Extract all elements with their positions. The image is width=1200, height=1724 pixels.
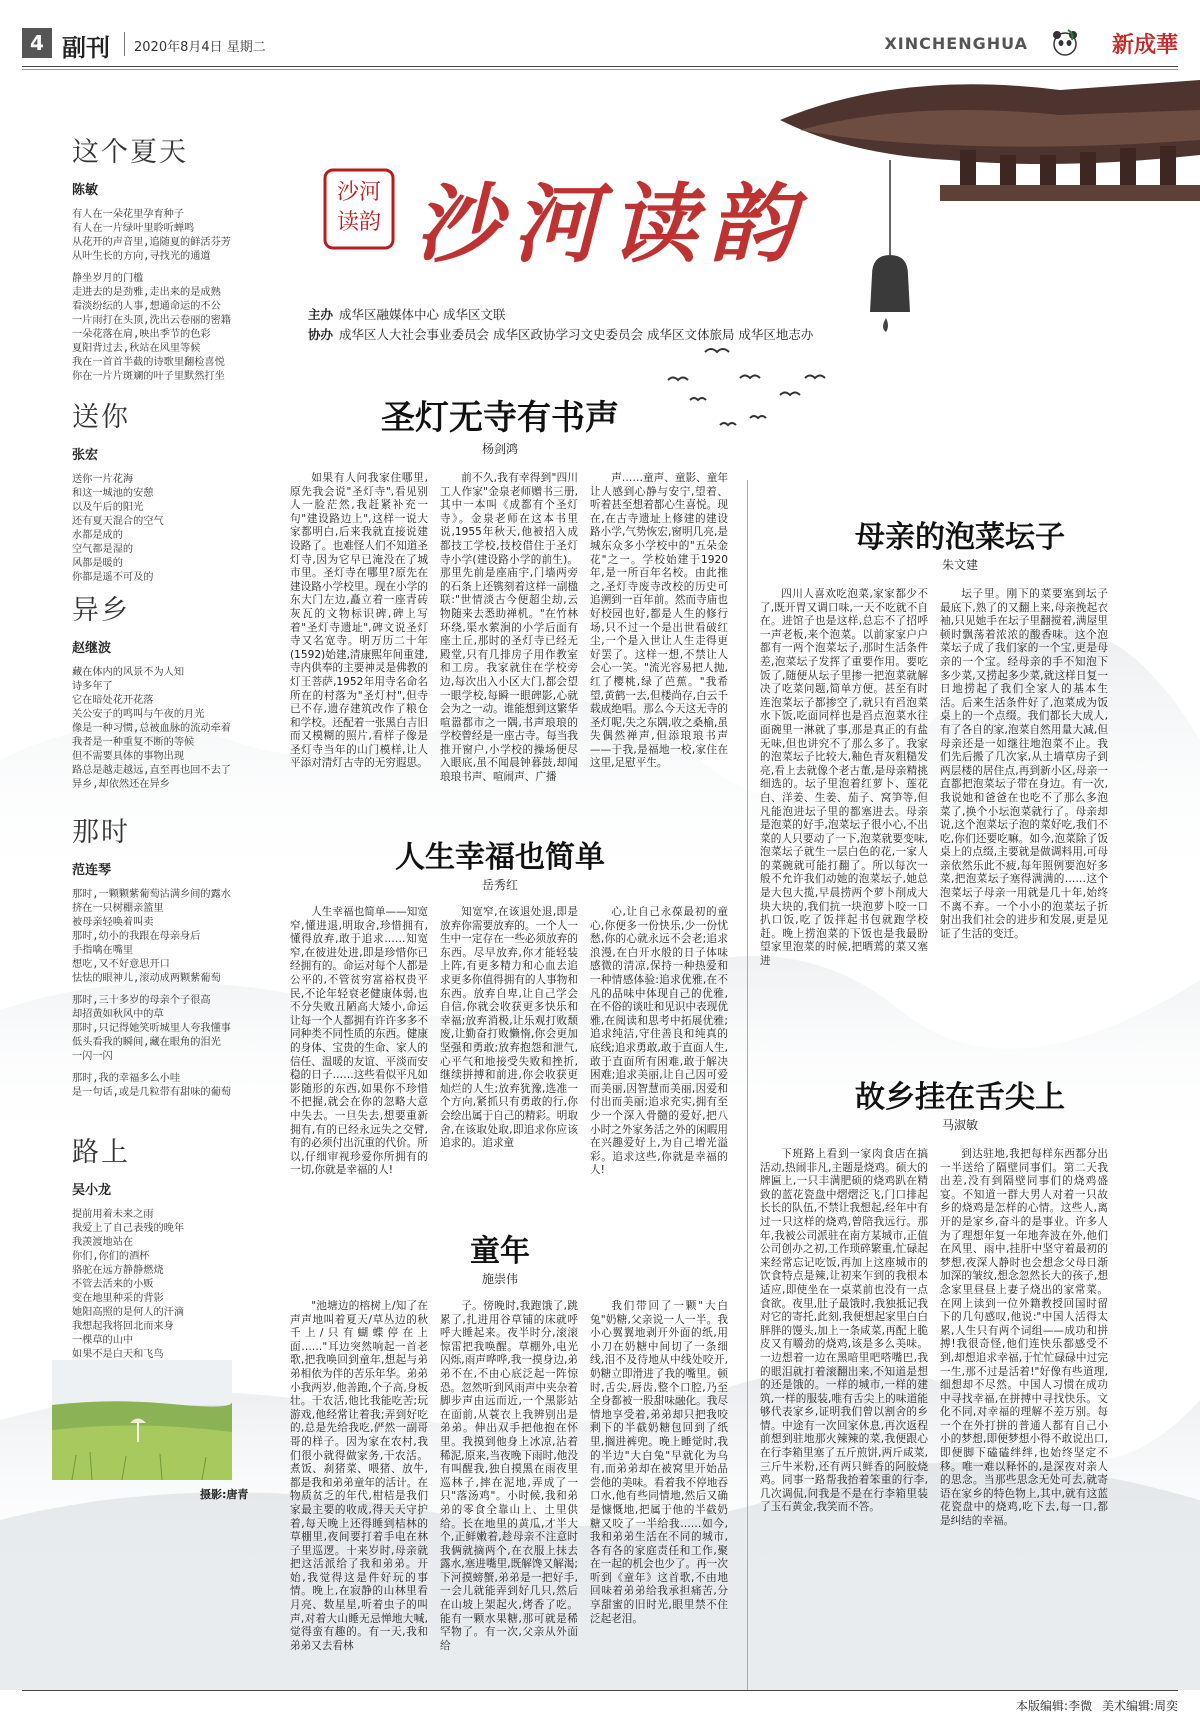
poem-line: 你都是遥不可及的	[72, 572, 154, 583]
poem-line: 我想起我将回北而来身	[72, 1321, 174, 1332]
poem-line: 静坐岁月的门槛	[72, 273, 144, 284]
article-column	[760, 1148, 928, 1676]
column-text: 声……童声、童影、童年让人感到心静与安宁,望着、听着甚至想着都心生喜悦。现在,在古寺遗址上修建的建设路小学,气势恢宏,窗明几亮,是城东众多小学校中的"五朵金花"之一。学校始建于1920年,是一所百年名校。由此推之,圣灯寺废寺改校的历史可追溯到一百年前。然而寺庙也好校园也好,都是人生的修行场,只不过一个是出世看破红尘,一个是入世让人生走得更好罢了。这样一想,不禁让人会心一笑。"流光容易把人抛,红了樱桃,绿了芭蕉。"我希望,黄鹤一去,但楼尚存,白云千载成绝唱。那么今天这无寺的圣灯呢,失之东隅,收之桑榆,虽失偶然禅声,但添琅琅书声——于我,是福地一校,家住在这里,足慰平生。	[590, 472, 728, 770]
issue-date: 2020年8月4日 星期二	[134, 40, 266, 55]
column-text: 到达驻地,我把每样东西都分出一半送给了隔壁同事们。第二天我出差,没有到隔壁同事们的烧鸡盛宴。不知道一群大男人对着一只故乡的烧鸡是怎样的心情。这些人,离开的是家乡,奋斗的是事业。许多人为了理想年复一年地奔波在外,他们在风里、雨中,挂肝中坚守着最初的梦想,夜深人静时也会想念父母日渐加深的皱纹,想念忽然长大的孩子,想念家里昼昼上妻子烧出的家常菜。在网上读到一位外籍教授回国时留下的几句感叹,他说:"中国人活得太累,人生只有两个词组——成功和拼搏!我很奇怪,他们连快乐都感受不到,却想追求幸福,于忙忙碌碌中过完一生,那不过是活着!"好像有些道理,细想却不尽然。中国人习惯在成功中寻找幸福,在拼搏中寻找快乐。文化不同,对幸福的理解不差万别。每一个在外打拼的普通人都有自己小小的梦想,即便梦想小得不敢说出口,即便脚下磕磕绊绊,也始终坚定不移。唯一难以释怀的,是深夜对亲人的思念。当那些思念无处可去,就寄语在家乡的特色物上,其中,就有这蓝花瓷盘中的烧鸡,吃下去,每一口,都是纠结的幸福。	[940, 1148, 1108, 1528]
brand-latin: XINCHENGHUA	[884, 34, 1028, 53]
page-number: 4	[22, 28, 52, 58]
poem-line: 想吃,又不好意思开口	[72, 959, 170, 970]
article-column	[940, 588, 1108, 1040]
poem-line: 走进去的是劲雅,走出来的是成熟	[72, 287, 221, 298]
poem-line: 提前用着未来之雨	[72, 1209, 154, 1220]
article-column	[440, 472, 578, 798]
seal-text: 沙河读韵	[336, 180, 381, 235]
column-text: 我们带回了一颗"大白兔"奶糖,父亲说一人一半。我小心翼翼地剥开外面的纸,用小刀在奶糖中间切了一条细线,泪不及待地从中线处咬开,奶糖立即滑进了我的嘴里。顿时,舌尖,唇齿,整个口腔,乃至全身都被一股甜味融化。我尽情地享受着,弟弟却只把我咬剩下的半截奶糖包回到了纸里,搁进裤兜。晚上睡觉时,我的半边"大白兔"早就化为乌有,而弟弟却在被窝里开始品尝他的美味。看着我不停地吞口水,他有些同情地,然后又确是慷慨地,把属于他的半截奶糖又咬了一半给我……如今,我和弟弟生活在不同的城市,各有各的家庭责任和工作,聚在一起的机会也少了。再一次听到《童年》这首歌,不由地回味着弟弟给我承担痛苦,分享甜蜜的旧时光,眼里禁不住泛起老泪。	[590, 1300, 728, 1625]
column-text: 前不久,我有幸得到"四川工人作家"金泉老师赠书三册,其中一本叫《成都有个圣灯寺》。金泉老师在这本书里说,1955年秋天,他被招入成都技工学校,技校借住于圣灯寺小学(建设路小学的前生)。那里先前是座庙宇,门墙两旁的石条上还镌刻着这样一副楹联:"世情淡古今便超尘劫,云物随来去悉助禅机。"在竹林环绕,渠水萦涧的小学后面有座土丘,那时的圣灯寺已经无殿堂,只有几排房子用作教室和工房。我家就住在学校旁边,每次出入小区大门,都会望一眼学校,每瞬一眼碑影,心就会为之一动。谁能想到这繁华喧嚣都市之一隅,书声琅琅的学校曾经是一座古寺。每当我推开窗户,小学校的操场便尽入眼底,虽不闻晨钟暮鼓,却闻琅琅书声、喧闹声、广播	[440, 472, 578, 784]
footer-rule	[22, 1690, 1178, 1691]
poem-line: 怯怯的眼神儿,滚动成两颗紫葡萄	[72, 973, 221, 984]
poem-line: 和这一城池的安憩	[72, 488, 154, 499]
article-column	[590, 906, 728, 1206]
poem-line: 像是一种习惯,总被血脉的流动牵着	[72, 723, 231, 734]
poem-line: 从叶生长的方向,寻找光的通道	[72, 251, 211, 262]
article-title: 人生幸福也简单	[395, 840, 605, 875]
column-text: 心,让自己永葆最初的童心,你便多一份快乐,少一份忧愁,你的心就永远不会老;追求浪漫,在白开水般的日子体味感微的清凉,保持一种热爱和一种情感体验:追求优雅,在不凡的品味中体现自己的优雅,在不俗的谈吐和见识中表现优雅,在阅读和思考中拓展优雅;追求纯洁,守住善良和纯真的底线;追求勇敢,敢于直面人生,敢于直面所有困难,敢于解决困难;追求美丽,让自己因可爱而美丽,因智慧而美丽,因爱和付出而美丽;追求充实,拥有至少一个深入骨髓的爱好,把八小时之外家务活之外的闲暇用在兴趣爱好上,为自己增光溢彩。追求这些,你就是幸福的人!	[590, 906, 728, 1177]
poem	[72, 395, 262, 585]
poem-line: 那时,幼小的我跟在母亲身后	[72, 931, 201, 942]
column-seal	[323, 168, 395, 250]
column-calligraphy-title: 沙河读韵	[415, 174, 807, 275]
poem-line: 送你一片花海	[72, 474, 134, 485]
article-author: 马淑敏	[941, 1118, 978, 1132]
poem-line: 一闪一闪	[72, 1051, 113, 1062]
poem-line: 藏在体内的风景不为人知	[72, 667, 185, 678]
column-divider	[747, 480, 748, 1690]
poem-line: 不管去活来的小贩	[72, 1279, 154, 1290]
poem-body	[72, 1208, 262, 1376]
photo-credit: 摄影:唐青	[200, 1488, 249, 1501]
poem-line: 诗多年了	[72, 681, 113, 692]
poem	[72, 588, 262, 792]
poem-line: 挤在一只树棚亲篮里	[72, 903, 164, 914]
poem-line: 她阳高照的是何人的汗滴	[72, 1307, 185, 1318]
article-title: 母亲的泡菜坛子	[855, 520, 1065, 555]
article-column	[760, 588, 928, 1040]
poem-line: 夏阳背过去,秋站在风里等候	[72, 343, 201, 354]
poem-body	[72, 666, 262, 792]
article-column	[290, 472, 428, 798]
poem-line: 有人在一朵花里孕育种子	[72, 209, 185, 220]
article-column	[590, 1300, 728, 1684]
column-text: "池塘边的榕树上/知了在声声地叫着夏天/草丛边的秋千上/只有蝴蝶停在上面……"耳边突然响起一首老歌,把我唤回到童年,想起与弟弟相依为伴的苦乐年华。弟弟小我两岁,他善跑,个子高,身板壮。干农活,他比我能吃苦;玩游戏,他经常让着我;弄到好吃的,总是先给我吃,俨然一副哥哥的样子。因为家在农村,我们很小就得做家务,干农活。煮饭、刹猪菜、喂猪、放牛,都是我和弟弟童年的活计。在物质贫乏的年代,柑桔是我们家最主要的收成,得天天守护着,每天晚上还得睡到桔林的草棚里,夜间要打着手电在林子里巡逻。十来岁时,母亲就把这活派给了我和弟弟。开始,我觉得这是件好玩的事情。晚上,在寂静的山林里看月亮、数星星,听着虫子的叫声,对着大山睡无忌惮地大喊,觉得蛮有趣的。有一天,我和弟弟又去看林	[290, 1300, 428, 1652]
poem-line: 风都是暖的	[72, 558, 123, 569]
date-separator	[124, 32, 125, 56]
column-text: 如果有人问我家住哪里,原先我会说"圣灯寺",看见别人一脸茫然,我赶紧补充一句"建设路边上",这样一说大家都明白,后来我就直接说建设路了。也难怪人们不知道圣灯寺,因为它早已淹没在了城市里。圣灯寺在哪里?原先在建设路小学校里。现在小学的东大门左边,矗立着一座青砖灰瓦的文物标识碑,碑上写着"圣灯寺遗址",碑文说圣灯寺又名宽寺。明万历二十年(1592)始建,清康熙年间重建,寺内供奉的主要神灵是佛教的灯王菩萨,1952年用寺名命名所在的村落为"圣灯村",但寺已不存,遗存建筑改作了粮仓和学校。还配着一张黑白吉旧而又模糊的照片,看样子像是圣灯寺当年的山门模样,让人平添对清灯古寺的无穷遐思。	[290, 472, 428, 770]
art-editor-label: 美术编辑:	[1101, 1699, 1154, 1713]
poem-line: 手指噙在嘴里	[72, 945, 134, 956]
poem-author: 张宏	[72, 448, 99, 463]
poem-line: 如果不是白天和飞鸟	[72, 1349, 164, 1360]
article-title: 童年	[470, 1234, 530, 1269]
panda-logo-icon	[1050, 28, 1080, 58]
stanza-gap	[72, 1064, 262, 1072]
grassland-photo	[52, 1360, 232, 1480]
article-title: 圣灯无寺有书声	[381, 398, 619, 438]
article-author: 杨剑鸿	[481, 442, 518, 456]
article-column	[940, 1148, 1108, 1676]
article-title: 故乡挂在舌尖上	[855, 1080, 1065, 1115]
poem-line: 你们,你们的酒杯	[72, 1251, 150, 1262]
header-rule-thin	[22, 69, 1178, 70]
poem-line: 我者是一种重复不断的等候	[72, 737, 195, 748]
poem-author: 赵继波	[72, 641, 112, 656]
poem-line: 空气都是湿的	[72, 544, 134, 555]
sponsors-block	[308, 305, 813, 345]
poem-line: 一棵草的山中	[72, 1335, 134, 1346]
poem-title: 送你	[72, 402, 130, 433]
editor-name: 李微	[1068, 1699, 1093, 1713]
poem-title: 路上	[72, 1137, 130, 1168]
masthead	[22, 22, 1178, 62]
poem-body	[72, 888, 262, 1100]
poem-line: 我在一首首半截的诗歌里翻检喜悦	[72, 357, 225, 368]
poem-line: 骆驼在远方静静燃烧	[72, 1265, 164, 1276]
poem-author: 陈敏	[72, 183, 99, 198]
poem-line: 它在暗处花开花落	[72, 695, 154, 706]
poem	[72, 810, 262, 1100]
poem-body	[72, 473, 262, 585]
poem-line: 我羡渡地站在	[72, 1237, 134, 1248]
article-column	[440, 906, 578, 1206]
poem-line: 水都是成的	[72, 530, 123, 541]
poem-line: 有人在一片绿叶里聆听蝉鸣	[72, 223, 195, 234]
poem-line: 我爱上了自己表残的晚年	[72, 1223, 185, 1234]
poem-line: 那时,只记得她笑听城里人夸我懂事	[72, 1023, 231, 1034]
poem-title: 异乡	[72, 595, 130, 626]
poem-line: 被母亲轻唤着叫卖	[72, 917, 154, 928]
host-orgs: 成华区融媒体中心 成华区文联	[339, 307, 506, 322]
header-rule	[22, 66, 1178, 67]
article-author: 施崇伟	[481, 1272, 518, 1286]
poem-line: 异乡,却依然还在异乡	[72, 779, 170, 790]
poem-line: 还有夏天混合的空气	[72, 516, 164, 527]
poem-line: 一片雨打在头顶,洗出云卷丽的密籍	[72, 315, 231, 326]
poem-line: 关公安子的鸣叫与午夜的月光	[72, 709, 205, 720]
column-text: 坛子里。刚下的菜要塞到坛子最底下,熟了的又翻上来,母亲挽起衣袖,只见她手在坛子里翻搅着,满屋里顿时飘荡着浓浓的酸香味。这个泡菜坛子成了我们家的一个宝,更是母亲的一个宝。经母亲的手不知泡下多少菜,又捞起多少菜,就这样日复一日地捞起了我们全家人的基本生活。后来生活条件好了,泡菜成为饭桌上的一个点缀。我们都长大成人,有了各自的家,泡菜自然用量大减,但母亲还是一如继往地泡菜不止。我们先后搬了几次家,从土墙草房子到两层楼的居住点,再到新小区,母亲一直都把泡菜坛子带在身边。有一次,我说她和爸爸在也吃不了那么多泡菜了,换个小坛泡菜就行了。母亲却说,这个泡菜坛子泡的菜好吃,我们不吃,你们还要吃嘛。如今,泡菜除了饭桌上的点缀,主要就是做调料用,可母亲依然乐此不疲,每年照例要泡好多菜,把泡菜坛子塞得满满的……这个泡菜坛子母亲一用就是几十年,始终不离不弃。一个小小的泡菜坛子折射出我们社会的进步和发展,更是见证了生活的变迁。	[940, 588, 1108, 940]
poem	[72, 130, 262, 384]
eave-illustration	[760, 60, 1200, 340]
article-column	[290, 906, 428, 1206]
column-text: 知宽窄,在该退处退,即是放弃你需要放弃的。一个人一生中一定存在一些必须放弃的东西。尽早放弃,你才能轻装上阵,有更多精力和心血去追求更多你值得拥有的人事物和东西。放弃自卑,让自己学会自信,你就会收获更多快乐和幸福;放弃消极,让乐观打败颓废,让勤奋打败懒惰,你会更加坚强和勇敢;放弃抱怨和泄气,心平气和地接受失败和挫折,继续拼搏和前进,你会收获更灿烂的人生;放弃犹豫,选准一个方向,紧抓只有勇敢的行,你会绘出属于自己的精彩。明取舍,在该取处取,即追求你应该追求的。追求童	[440, 906, 578, 1150]
poem-line: 你在一片片斑斓的叶子里默然打坐	[72, 371, 225, 382]
poem-line: 变在地里种采的背影	[72, 1293, 164, 1304]
poem-line: 却招黄如秋风中的草	[72, 1009, 164, 1020]
column-text: 人生幸福也简单——知宽窄,懂进退,明取舍,珍惜拥有,懂得放弃,敢于追求……知宽窄,在彼进处进,即是珍惜你已经拥有的。命运对每个人都是公平的,不管贫穷富裕权贵平民,不论年轻衰老健康体弱,也不分失败丑陋高大矮小,命运让每一个人都拥有许许多多不同种类不同性质的东西。健康的身体、宝贵的生命、家人的信任、温暖的友谊、平淡而安稳的日子……这些看似平凡如影随形的东西,如果你不珍惜不把握,就会在你的忽略大意中失去。一旦失去,想要重新拥有,有的已经永远失之交臂,有的必须付出沉重的代价。所以,仔细审视珍爱你所拥有的一切,你就是幸福的人!	[290, 906, 428, 1177]
poem-line: 那时,三十多岁的母亲个子很高	[72, 995, 211, 1006]
column-text: 子。傍晚时,我跑饿了,跳累了,扎进用谷草铺的床就呼呼大睡起来。夜半时分,滚滚惊雷把我唤醒。草棚外,电光闪烁,雨声哗哗,我一摸身边,弟弟不在,不由心底泛起一阵惊恐。忽然听到风雨声中夹杂着脚步声由远而近,一个黑影站在面前,从蓑衣上我辨别出是弟弟。伸出双手把他抱在怀里。我摸到他身上冰凉,沾着稀泥,原来,当夜晚下雨时,他没有叫醒我,独自摸黑在雨夜里巡林子,摔在泥地,弄成了一只"落汤鸡"。小时候,我和弟弟的零食全靠山上、土里供给。长在地里的黄瓜,才半大个,正鲜嫩着,趁母亲不注意时我俩就摘两个,在衣服上抹去露水,塞进嘴里,既解馋又解渴;下河摸螃蟹,弟弟是一把好手,一会儿就能弄到好几只,然后在山坡上架起火,烤香了吃。能有一颗水果糖,那可就是稀罕物了。有一次,父亲从外面给	[440, 1300, 578, 1652]
article-author: 朱文建	[941, 558, 978, 572]
poem-author: 吴小龙	[72, 1183, 112, 1198]
stanza-gap	[72, 986, 262, 994]
poem-line: 以及午后的阳光	[72, 502, 144, 513]
coorg-orgs: 成华区人大社会事业委员会 成华区政协学习文史委员会 成华区文体旅局 成华区地志办	[339, 327, 814, 342]
poem-line: 但不需要具体的事物出现	[72, 751, 185, 762]
column-text: 四川人喜欢吃泡菜,家家都少不了,既开胃又调口味,一天不吃就不自在。进馆子也是这样,总忘不了招呼一声老板,来个泡菜。以前家家户户都有一两个泡菜坛子,那时生活条件差,泡菜坛子发挥了重要作用。要吃饭了,随便从坛子里掺一把泡菜就解决了吃菜问题,简单方便。甚至有时连泡菜坛子都掺空了,就只有舀泡菜水下饭,吃面同样也是舀点泡菜水往面碗里一淋就了事,那是真正的有盐无味,但也讲究不了那么多了。我家的泡菜坛子比较大,釉色青灰粗糙发亮,看上去就像个老古董,是母亲精挑细选的。坛子里泡着红萝卜、莲花白、洋姜、生姜、茄子、窝笋等,但凡能泡进坛子里的都塞进去。母亲是泡菜的好手,泡菜坛子很小心,不出菜的人只要动了一下,泡菜就要变味,泡菜坛子就生一层白色的花,一家人的菜碗就可能打翻了。所以每次一般不允许我们动她的泡菜坛子,她总是大包大揽,早晨捞两个萝卜削成大块大块的,我们抗一块泡萝卜咬一口扒口饭,吃了饭拌起书包就跑学校赶。晚上捞泡菜的下饭也是我最盼望家里泡菜的时候,把晒蔫的菜又塞进	[760, 588, 928, 968]
editor-credits	[1016, 1697, 1178, 1714]
poem-line: 那时,我的幸福多么小哇	[72, 1073, 181, 1084]
host-label: 主办	[308, 307, 334, 322]
coorg-label: 协办	[308, 327, 334, 342]
poem-line: 那时,一颗颗紫葡萄沾满乡间的露水	[72, 889, 231, 900]
article-column	[440, 1300, 578, 1684]
poem	[72, 1130, 262, 1376]
poem-line: 看淡纷纭的人事,想通命运的不公	[72, 301, 221, 312]
poem-line: 是一句话,或是几粒带有甜味的葡萄	[72, 1087, 231, 1098]
art-editor-name: 周奕	[1153, 1699, 1178, 1713]
section-label: 副刊	[62, 34, 110, 62]
poem-title: 这个夏天	[72, 137, 188, 168]
poem-body	[72, 208, 262, 384]
column-text: 下班路上看到一家肉食店在搞活动,热闹非凡,主题是烧鸡。硕大的牌匾上,一只丰满肥硕的烧鸡趴在精致的蓝花瓷盘中熠熠泛飞,门口排起长长的队伍,不禁让我想起,经年中有过一只这样的烧鸡,曾陪我远行。那年,我被公司派驻在南方某城市,正值公司创办之初,工作琐碎繁重,忙碌起来经常忘记吃饭,再加上这座城市的饮食特点是辣,让初来乍到的我根本适应,即使坐在一桌菜前也没有一点食欲。夜里,肚子最饿时,我独抵记我对它的寄托,此刻,我便想起家里白白胖胖的馒头,加上一条咸菜,再配上脆皮又有嚼劲的烧鸡,该是多么美味。一边想着一边在黑暗里吧嗒嘴巴,我的眼泪就打着滚翻出来,不知道是想的还是饿的。一样的城市,一样的建筑,一样的服装,唯有舌尖上的味道能够代表家乡,证明我们曾以割舍的乡情。中途有一次回家休息,再次返程前想到驻地那火辣辣的菜,我便跟心在行李箱里塞了五斤煎饼,两斤咸菜,三斤牛米粉,还有两只鲜香的阿胶烧鸡。同事一路帮我抬着笨重的行李,几次调侃,问我是不是在行李箱里装了玉石黄金,我笑而不答。	[760, 1148, 928, 1514]
poem-line: 低头看我的瞬间,藏在眼角的泪光	[72, 1037, 221, 1048]
article-column	[590, 472, 728, 798]
poem-author: 范连琴	[72, 863, 112, 878]
poem-line: 一朵花落在肩,映出季节的色彩	[72, 329, 211, 340]
poem-title: 那时	[72, 817, 130, 848]
stanza-gap	[72, 264, 262, 272]
editor-label: 本版编辑:	[1016, 1699, 1069, 1713]
brand-chinese: 新成華	[1111, 32, 1178, 58]
article-author: 岳秀红	[481, 878, 518, 892]
article-column	[290, 1300, 428, 1684]
poem-line: 从花开的声音里,追随夏的鲜活芬芳	[72, 237, 231, 248]
poem-line: 路总是越走越远,直至再也回不去了	[72, 765, 231, 776]
